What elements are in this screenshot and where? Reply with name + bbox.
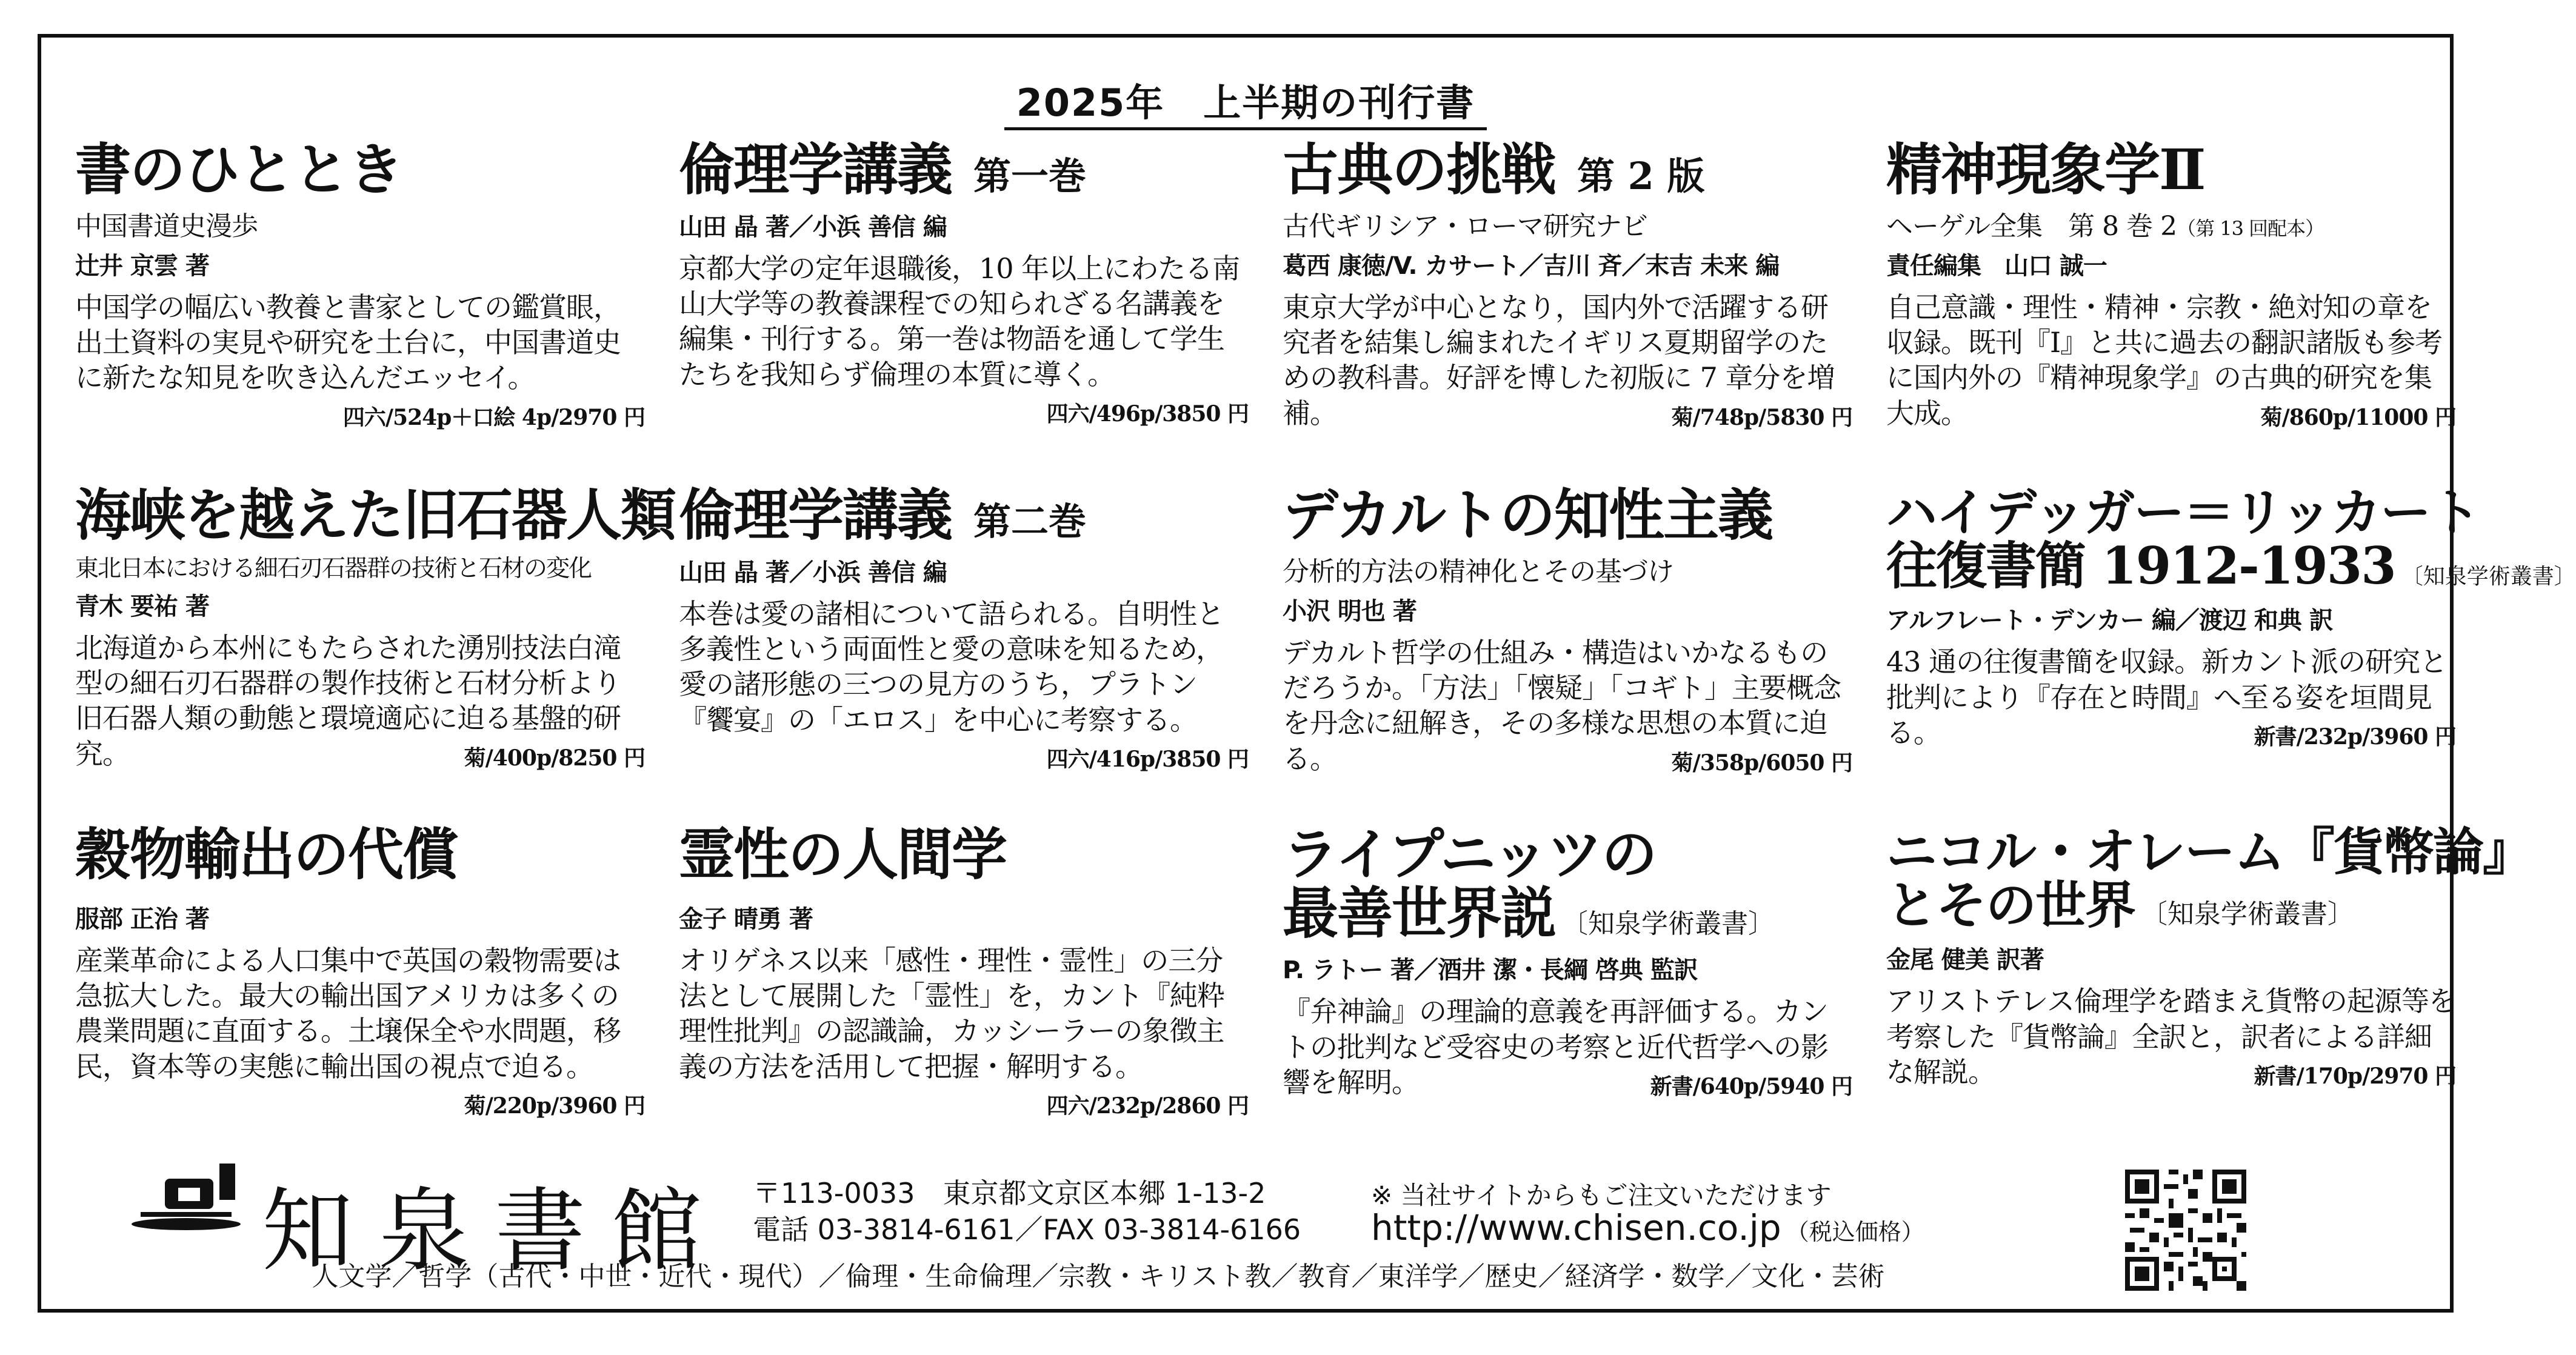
book-description (1886, 644, 2456, 750)
book-entry (1886, 482, 2576, 751)
book-description-text: 自己意識・理性・精神・宗教・絶対知の章を収録。既刊『Ⅰ』と共に過去の翻訳諸版も参考に国内外の『精神現象学』の古典的研究を集大成。 (1886, 290, 2443, 430)
book-entry (1283, 137, 1852, 432)
book-description (679, 596, 1249, 773)
book-spec: 菊/220p/3960 円 (464, 1093, 645, 1119)
book-description-text: 京都大学の定年退職後，10 年以上にわたる南山大学等の教養課程での知られざる名講義を編集・刊行する。第一巻は物語を通して学生たちを我知らず倫理の本質に導く。 (679, 251, 1240, 391)
book-entry (1283, 482, 1852, 777)
book-spec: 四六/416p/3850 円 (1046, 747, 1249, 773)
book-author: 責任編集 山口 誠一 (1886, 251, 2107, 280)
book-series: 〔知泉学術叢書〕 (1561, 908, 1775, 939)
book-spec: 四六/232p/2860 円 (1046, 1093, 1249, 1119)
book-title-line2 (1886, 875, 2456, 936)
publisher-address: 〒113-0033 東京都文京区本郷 1-13-2 (753, 1177, 1266, 1210)
book-release-number: （第 13 回配本） (2177, 216, 2324, 240)
book-title-volume: 第二巻 (973, 499, 1087, 544)
book-subtitle: 中国書道史漫歩 (75, 210, 258, 242)
book-entry (679, 482, 1249, 774)
page-heading (41, 73, 2450, 127)
book-title-main: 倫理学講義 (679, 482, 952, 548)
book-description (1886, 984, 2456, 1090)
book-title-line2 (1283, 880, 1852, 946)
book-title (1283, 137, 1852, 202)
book-author: 辻井 京雲 著 (75, 251, 209, 280)
book-spec: 菊/400p/8250 円 (464, 745, 645, 771)
publisher-logo-icon (128, 1164, 244, 1254)
book-title-line2 (1886, 536, 2576, 596)
book-entry (75, 482, 676, 773)
book-spec: 四六/524p＋口絵 4p/2970 円 (342, 404, 645, 430)
tax-note: （税込価格） (1786, 1219, 1924, 1245)
book-spec: 新書/640p/5940 円 (1650, 1074, 1852, 1099)
book-title-second: 最善世界説 (1283, 880, 1556, 946)
book-title: ハイデッガー＝リッカート (1886, 482, 2480, 542)
book-title-volume: 第一巻 (973, 154, 1087, 198)
book-entry (1283, 822, 1852, 1101)
book-title: 海峡を越えた旧石器人類 (75, 482, 676, 548)
book-author: 金尾 健美 訳著 (1886, 946, 2044, 974)
book-entry (75, 822, 645, 1120)
subject-categories: 人文学／哲学（古代・中世・近代・現代）／倫理・生命倫理／宗教・キリスト教／教育／東洋学／歴史／経済学・数学／文化・芸術 (312, 1261, 1885, 1292)
book-description-text: アリストテレス倫理学を踏まえ貨幣の起源等を考察した『貨幣論』全訳と，訳者による詳細な解説。 (1886, 985, 2456, 1089)
book-spec: 四六/496p/3850 円 (1046, 401, 1249, 427)
book-series: 〔知泉学術叢書〕 (2401, 564, 2576, 590)
page-heading-text: 2025年 上半期の刊行書 (1004, 81, 1487, 130)
book-title: デカルトの知性主義 (1283, 482, 1773, 548)
book-author: P. ラトー 著／酒井 潔・長綱 啓典 監訳 (1283, 956, 1698, 985)
ad-frame (38, 34, 2576, 1313)
book-title-main: 古典の挑戦 (1283, 137, 1556, 202)
book-author: 葛西 康徳/V. カサート／吉川 斉／末吉 未来 編 (1283, 251, 1780, 280)
book-description-text: 産業革命による人口集中で英国の穀物需要は急拡大した。最大の輸出国アメリカは多くの農業問題に直面する。土壌保全や水問題，移民，資本等の実態に輸出国の視点で迫る。 (75, 944, 621, 1083)
book-title: 穀物輸出の代償 (75, 822, 458, 887)
book-description (1283, 290, 1852, 431)
book-title: 書のひととき (75, 137, 403, 202)
book-title-second: 往復書簡 1912-1933 (1886, 536, 2395, 596)
book-title-edition: 第 2 版 (1577, 154, 1705, 198)
book-title-second: とその世界 (1886, 875, 2135, 936)
book-spec: 菊/748p/5830 円 (1671, 404, 1852, 430)
book-description (75, 630, 645, 772)
book-author: 小沢 明也 著 (1283, 597, 1416, 625)
book-description-text: 北海道から本州にもたらされた湧別技法白滝型の細石刃石器群の製作技術と石材分析より旧石器人類の動態と環境適応に迫る基盤的研究。 (75, 631, 621, 770)
book-entry (1886, 822, 2533, 1091)
book-series: ヘーゲル全集 第 8 巻 2 (1886, 210, 2177, 242)
book-entry (1886, 137, 2456, 432)
book-author: 山田 晶 著／小浜 善信 編 (679, 558, 947, 587)
book-author: 服部 正治 著 (75, 905, 209, 933)
book-description (75, 943, 645, 1119)
book-description-text: オリゲネス以来「感性・理性・霊性」の三分法として展開した「霊性」を，カント『純粋理性批判』の認識論，カッシーラーの象徴主義の方法を活用して把握・解明する。 (679, 944, 1224, 1083)
website-url-text[interactable]: http://www.chisen.co.jp (1371, 1207, 1781, 1248)
book-spec: 新書/170p/2970 円 (2254, 1064, 2456, 1090)
book-description-text: 『弁神論』の理論的意義を再評価する。カントの批判など受容史の考察と近代哲学への影響を解明。 (1283, 995, 1828, 1099)
book-title (679, 482, 1249, 548)
book-description-text: 本巻は愛の諸相について語られる。自明性と多義性という両面性と愛の意味を知るため，愛の諸形態の三つの見方のうち，プラトン『饗宴』の「エロス」を中心に考察する。 (679, 597, 1224, 736)
book-entry (679, 822, 1249, 1120)
book-description (679, 251, 1249, 427)
book-title: ニコル・オレーム『貨幣論』 (1886, 822, 2533, 882)
order-notice: ※ 当社サイトからもご注文いただけます (1371, 1180, 1832, 1210)
publisher-name: 知泉書館 (262, 1179, 728, 1284)
book-series: 〔知泉学術叢書〕 (2141, 899, 2355, 930)
book-title (679, 137, 1249, 202)
book-subtitle (1886, 204, 2456, 243)
book-author: 青木 要祐 著 (75, 592, 209, 621)
book-entry (75, 137, 645, 432)
publisher-contact (753, 1176, 1301, 1248)
book-title-main: 倫理学講義 (679, 137, 952, 202)
book-author: 金子 晴勇 著 (679, 905, 813, 933)
book-entry (679, 137, 1249, 428)
book-title: ライプニッツの (1283, 822, 1657, 887)
book-description (1283, 635, 1852, 777)
book-spec: 新書/232p/3960 円 (2254, 724, 2456, 750)
book-title: 精神現象学Ⅱ (1886, 137, 2205, 202)
book-description-text: デカルト哲学の仕組み・構造はいかなるものだろうか。「方法」「懐疑」「コギト」主要概念を丹念に紐解き，その多様な思想の本質に迫る。 (1283, 636, 1841, 775)
website-url[interactable] (1371, 1207, 1924, 1248)
book-description (679, 943, 1249, 1119)
book-description (1886, 290, 2456, 431)
book-spec: 菊/860p/11000 円 (2260, 404, 2456, 430)
book-title: 霊性の人間学 (679, 822, 1007, 887)
book-subtitle: 古代ギリシア・ローマ研究ナビ (1283, 210, 1647, 242)
book-description-text: 43 通の往復書簡を収録。新カント派の研究と批判により『存在と時間』へ至る姿を垣間見る。 (1886, 645, 2448, 750)
book-subtitle: 分析的方法の精神化とその基づけ (1283, 556, 1673, 587)
book-description-text: 中国学の幅広い教養と書家としての鑑賞眼，出土資料の実見や研究を土台に，中国書道史に新たな知見を吹き込んだエッセイ。 (75, 290, 621, 395)
book-subtitle: 東北日本における細石刃石器群の技術と石材の変化 (75, 554, 592, 582)
book-author: 山田 晶 著／小浜 善信 編 (679, 213, 947, 241)
book-description-text: 東京大学が中心となり，国内外で活躍する研究者を結集し編まれたイギリス夏期留学のための教科書。好評を博した初版に 7 章分を増補。 (1283, 290, 1835, 430)
publisher-phone-fax: 電話 03-3814-6161／FAX 03-3814-6166 (753, 1213, 1301, 1246)
book-description (1283, 994, 1852, 1100)
book-description (75, 290, 645, 430)
book-spec: 菊/358p/6050 円 (1671, 750, 1852, 776)
book-author: アルフレート・デンカー 編／渡辺 和典 訳 (1886, 607, 2333, 635)
